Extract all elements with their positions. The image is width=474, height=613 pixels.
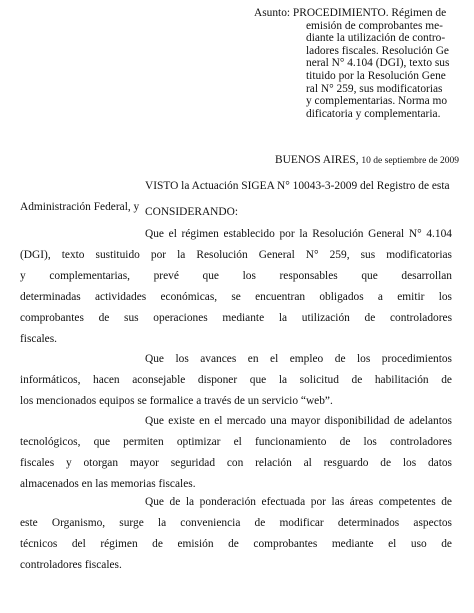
visto-line: VISTO la Actuación SIGEA N° 10043-3-2009 del Registro de esta [145, 180, 450, 192]
paragraph-line: informáticos, hacen aconsejable disponer que la solicitud de habilitación de [20, 374, 452, 386]
dateline-place: BUENOS AIRES, [275, 154, 359, 166]
dateline-date: 10 de septiembre de 2009 [361, 156, 460, 166]
asunto-line: dificatoria y complementaria. [306, 107, 441, 120]
paragraph-line: Que de la ponderación efectuada por las áreas competentes de [145, 496, 452, 508]
paragraph-line: Que el régimen establecido por la Resolución General N° 4.104 [145, 228, 452, 240]
paragraph-1 [20, 224, 452, 350]
asunto-block [254, 7, 466, 120]
paragraph-line: este Organismo, surge la conveniencia de modificar determinados aspectos [20, 517, 452, 529]
paragraph-line: Que los avances en el empleo de los procedimientos [145, 353, 452, 365]
paragraph-line: comprobantes de sus operaciones mediante la utilización de controladores [20, 312, 452, 324]
paragraph-line: fiscales y otorgan mayor seguridad con relación al resguardo de los datos [20, 457, 452, 469]
paragraph-line: técnicos del régimen de emisión de comprobantes mediante el uso de [20, 538, 452, 550]
asunto-line: y complementarias. Norma mo [306, 95, 448, 108]
visto-line: Administración Federal, y [20, 201, 140, 213]
paragraph-4 [20, 492, 452, 576]
paragraph-line: los mencionados equipos se formalice a través de un servicio “web”. [20, 395, 333, 407]
asunto-line: neral N° 4.104 (DGI), texto sus [306, 57, 450, 70]
paragraph-line: controladores fiscales. [20, 559, 122, 571]
considerando-heading: CONSIDERANDO: [145, 206, 239, 218]
asunto-line: emisión de comprobantes me- [306, 19, 443, 32]
paragraph-3 [20, 411, 452, 495]
paragraph-2 [20, 349, 452, 412]
asunto-line: tituido por la Resolución Gene [306, 69, 446, 82]
paragraph-line: Que existe en el mercado una mayor disponibilidad de adelantos [145, 415, 452, 427]
paragraph-line: tecnológicos, que permiten optimizar el funcionamiento de los controladores [20, 436, 452, 448]
asunto-line: diante la utilización de contro- [306, 32, 446, 45]
paragraph-line: y complementarias, prevé que los responsables que desarrollan [20, 270, 452, 282]
paragraph-line: almacenados en las memorias fiscales. [20, 478, 196, 490]
paragraph-line: fiscales. [20, 333, 58, 345]
asunto-line: Asunto: PROCEDIMIENTO. Régimen de [254, 7, 447, 19]
asunto-line: ladores fiscales. Resolución Ge [306, 44, 449, 57]
asunto-line: ral N° 259, sus modificatorias [306, 82, 443, 95]
considerando-heading-block [20, 203, 452, 221]
paragraph-line: (DGI), texto sustituido por la Resolución General N° 259, sus modificatorias [20, 249, 452, 261]
paragraph-line: determinadas actividades económicas, se encuentran obligados a emitir los [20, 291, 452, 303]
dateline [275, 154, 459, 166]
